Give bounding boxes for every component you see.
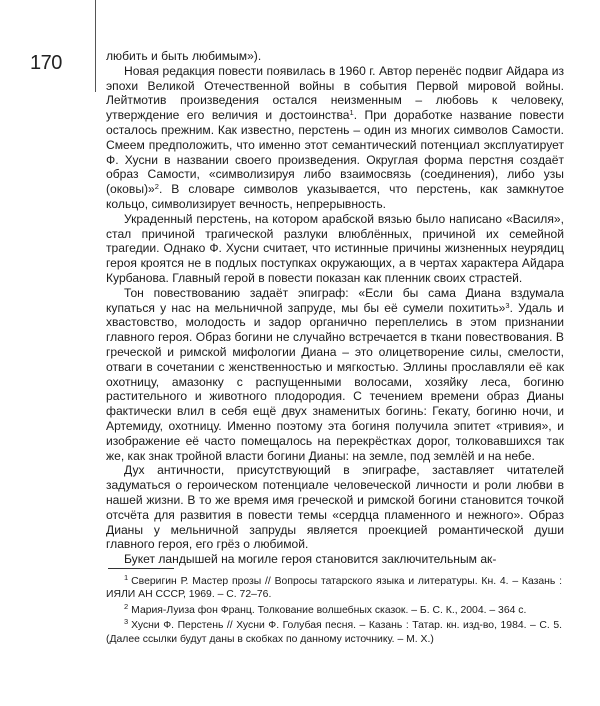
footnote-text: Мария-Луиза фон Франц. Толкование волшебных сказок. – Б. С. К., 2004. – 364 с. (131, 604, 527, 616)
paragraph-text: Новая редакция повести появилась в 1960 г. Автор перенёс подвиг Айдара из эпохи Великой Отечественной войны в события Первой мировой войны. Лейтмотив произведения остался неизменным – любовь к человеку, утверждение его величия и достоинства (106, 63, 564, 123)
footnote-number: 1 (124, 573, 129, 582)
paragraph-tail: . Удаль и хвастовство, молодость и задор органично переплелись в этом признании главного героя. Образ богини не случайно встречается в ткани повествования. В греческой и римской мифологии Диана – это олицетворение силы, смелости, отваги в сочетании с женственностью и мягкостью. Эллины прославляли её как охотницу, амазонку с распущенными волосами, хозяйку леса, богиню растительного и животного плодородия. С течением времени образ Дианы фактически влил в себя ещё двух знаменитых богинь: Гекату, богиню ночи, и Артемиду, охотницу. Именно поэтому эта богиня получила эпитет «тривия», и изображение её часто помещалось на перекрёстках дорог, толковавшихся так же, как знак тройной власти богини Дианы: на земле, под землёй и на небе. (106, 300, 564, 463)
footnotes (106, 575, 562, 648)
paragraph-text: любить и быть любимым»). (106, 49, 262, 63)
paragraph-0 (106, 49, 564, 64)
page-number: 170 (30, 52, 62, 74)
margin-rule (95, 0, 96, 92)
footnote-ref: 1 (349, 108, 354, 118)
paragraph-3 (106, 212, 564, 286)
paragraph-1 (106, 64, 564, 212)
paragraph-text: Букет ландышей на могиле героя становится заключительным ак- (124, 552, 497, 567)
paragraph-text: Украденный перстень, на котором арабской вязью было написано «Василя», стал причиной трагической разлуки влюблённых, причиной их семейной трагедии. Однако Ф. Хусни считает, что истинные причины жизненных неурядиц героя кроятся не в подлых поступках окружающих, а в чертах характера Айдара Курбанова. Главный герой в повести показан как пленник своих страстей. (106, 211, 564, 285)
footnote-rule (108, 568, 174, 569)
footnote-ref: 3 (505, 300, 510, 310)
paragraph-5 (106, 463, 564, 552)
footnote-number: 3 (124, 617, 129, 627)
footnote-3 (106, 619, 562, 646)
paragraph-6 (106, 552, 564, 567)
footnote-number: 2 (124, 601, 129, 611)
footnote-text: Сверигин Р. Мастер прозы // Вопросы татарского языка и литературы. Кн. 4. – Казань : ИЯЛИ АН СССР, 1969. – С. 72–76. (106, 576, 562, 601)
paragraph-tail: . В словаре символов указывается, что перстень, как замкнутое кольцо, символизирует вечность, непрерывность. (106, 182, 564, 211)
footnote-2 (106, 601, 562, 617)
paragraph-text: Дух античности, присутствующий в эпиграфе, заставляет читателей задуматься о героическом потенциале человеческой личности и роли любви в нашей жизни. В то же время имя греческой и римской богини становится точкой отсчёта для развития в повести темы «сердца пламенного и нежного». Образ Дианы у мельничной запруды является проекцией романтической души главного героя, его грёз о любимой. (106, 463, 564, 552)
paragraph-tail: . При доработке название повести осталось прежним. Как известно, перстень – один из многих символов Самости. Смеем предположить, что именно этот семантический потенциал эксплуатирует Ф. Хусни в названии своего произведения. Округлая форма перстня создаёт образ Самости, «символизируя либо взаимосвязь (соединения), либо узы (оковы)» (106, 108, 564, 197)
footnote-1 (106, 575, 562, 602)
body-text (106, 49, 564, 567)
paragraph-text: Тон повествованию задаёт эпиграф: «Если бы сама Диана вздумала купаться у нас на мельничной запруде, мы бы её сумели похитить» (106, 285, 564, 315)
footnote-ref: 2 (154, 182, 159, 192)
paragraph-4 (106, 286, 564, 464)
footnote-text: Хусни Ф. Перстень // Хусни Ф. Голубая песня. – Казань : Татар. кн. изд-во, 1984. – С. 5. (Далее ссылки будут даны в скобках по данному источнику. – М. Х.) (106, 620, 562, 645)
